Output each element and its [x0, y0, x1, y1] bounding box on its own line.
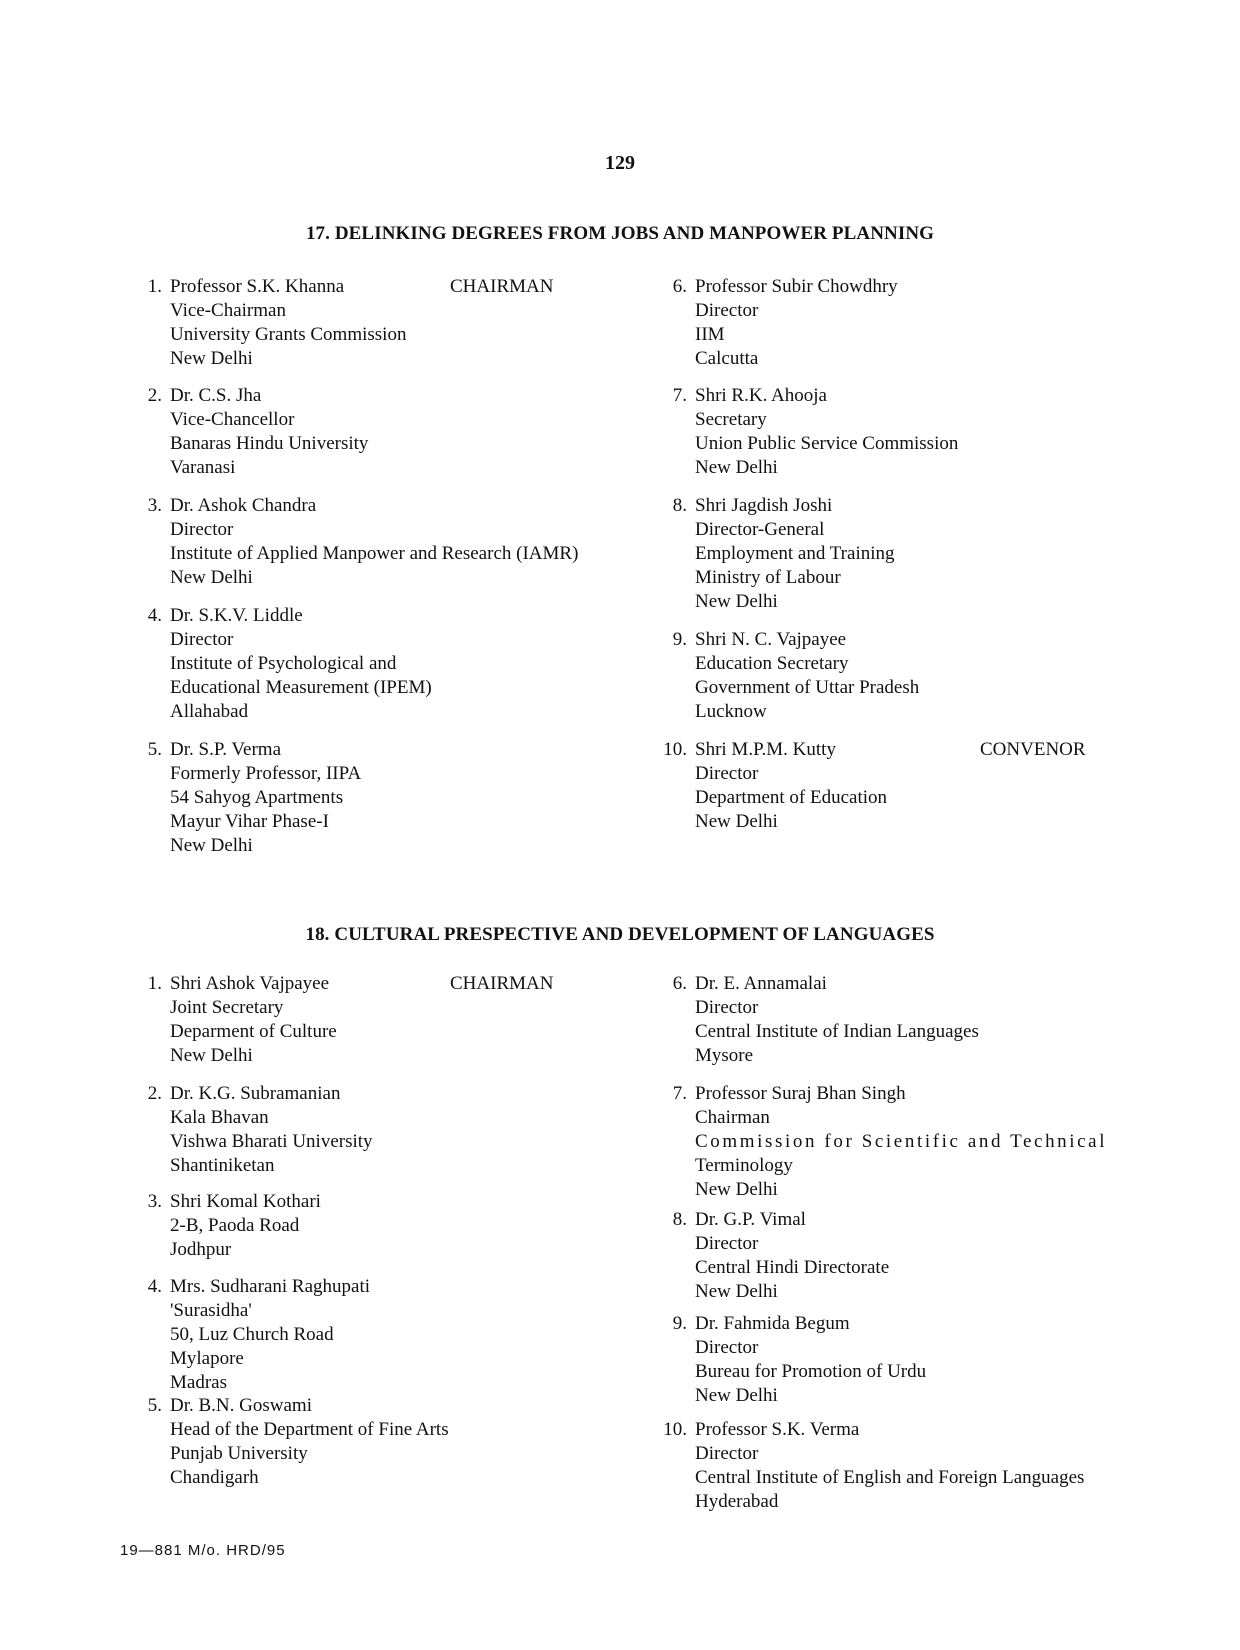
- member-detail-line: New Delhi: [170, 567, 253, 588]
- member-role: CHAIRMAN: [450, 276, 554, 297]
- member-detail-line: IIM: [695, 324, 725, 345]
- member-detail-line: Director: [695, 1443, 759, 1464]
- member-details: [695, 1082, 1175, 1202]
- member-detail-line: Educational Measurement (IPEM): [170, 677, 432, 698]
- member-detail-line: Ministry of Labour: [695, 567, 841, 588]
- member-name: Shri R.K. Ahooja: [695, 385, 827, 406]
- member-number: 4.: [147, 1276, 162, 1297]
- member-role: CONVENOR: [980, 739, 1086, 760]
- member-number: 8.: [672, 1209, 687, 1230]
- member-detail-line: Union Public Service Commission: [695, 433, 959, 454]
- member-number: 4.: [147, 605, 162, 626]
- member-detail-line: Director-General: [695, 519, 825, 540]
- member-detail-line: Director: [170, 519, 234, 540]
- member-details: [170, 1275, 650, 1395]
- member-details: [170, 384, 650, 480]
- member-detail-line: Director: [695, 1233, 759, 1254]
- member-name: Mrs. Sudharani Raghupati: [170, 1276, 371, 1297]
- member-name: Shri M.P.M. Kutty: [695, 739, 836, 760]
- member-detail-line: Chairman: [695, 1107, 770, 1128]
- member-details: [170, 604, 650, 724]
- member-number: 3.: [147, 495, 162, 516]
- member-details: [695, 738, 1175, 834]
- member-name: Dr. Fahmida Begum: [695, 1313, 850, 1334]
- member-detail-line: Lucknow: [695, 701, 767, 722]
- member-details: [695, 384, 1175, 480]
- member-number: 5.: [147, 1395, 162, 1416]
- member-name: Shri Jagdish Joshi: [695, 495, 833, 516]
- member-detail-line: New Delhi: [695, 1385, 778, 1406]
- member-number: 7.: [672, 1083, 687, 1104]
- member-number: 1.: [147, 973, 162, 994]
- member-detail-line: Allahabad: [170, 701, 249, 722]
- member-detail-line: Varanasi: [170, 457, 236, 478]
- member-detail-line: New Delhi: [695, 1179, 778, 1200]
- member-name: Professor S.K. Khanna: [170, 276, 345, 297]
- member-details: [695, 494, 1175, 614]
- member-detail-line: Government of Uttar Pradesh: [695, 677, 920, 698]
- member-details: [695, 275, 1175, 371]
- member-name: Dr. G.P. Vimal: [695, 1209, 806, 1230]
- member-number: 2.: [147, 1083, 162, 1104]
- member-detail-line: Calcutta: [695, 348, 759, 369]
- member-detail-line: New Delhi: [170, 1045, 253, 1066]
- member-role: CHAIRMAN: [450, 973, 554, 994]
- member-detail-line: University Grants Commission: [170, 324, 407, 345]
- member-detail-line: New Delhi: [695, 457, 778, 478]
- member-details: [695, 628, 1175, 724]
- member-number: 3.: [147, 1191, 162, 1212]
- member-number: 6.: [672, 973, 687, 994]
- member-number: 9.: [672, 1313, 687, 1334]
- member-number: 1.: [147, 276, 162, 297]
- member-details: [170, 1082, 650, 1178]
- member-detail-line: Director: [695, 1337, 759, 1358]
- member-name: Dr. K.G. Subramanian: [170, 1083, 341, 1104]
- member-name: Dr. S.K.V. Liddle: [170, 605, 303, 626]
- member-detail-line: Banaras Hindu University: [170, 433, 369, 454]
- member-number: 2.: [147, 385, 162, 406]
- member-detail-line: New Delhi: [695, 591, 778, 612]
- member-detail-line: Director: [695, 300, 759, 321]
- member-detail-line: Punjab University: [170, 1443, 308, 1464]
- member-detail-line: Institute of Psychological and: [170, 653, 397, 674]
- member-detail-line: Vice-Chancellor: [170, 409, 295, 430]
- section-17-title: 17. DELINKING DEGREES FROM JOBS AND MANPOWER PLANNING: [305, 223, 935, 244]
- member-details: [695, 1312, 1175, 1408]
- member-details: [695, 1418, 1175, 1514]
- member-name: Professor Suraj Bhan Singh: [695, 1083, 906, 1104]
- member-name: Professor S.K. Verma: [695, 1419, 860, 1440]
- member-details: [695, 972, 1175, 1068]
- member-name: Shri Ashok Vajpayee: [170, 973, 330, 994]
- member-detail-line: Director: [695, 997, 759, 1018]
- member-details: [695, 1208, 1175, 1304]
- member-detail-line: Employment and Training: [695, 543, 895, 564]
- member-detail-line: Kala Bhavan: [170, 1107, 269, 1128]
- member-detail-line: Hyderabad: [695, 1491, 779, 1512]
- member-detail-line: Chandigarh: [170, 1467, 259, 1488]
- member-detail-line: Commission for Scientific and Technical: [695, 1131, 1108, 1152]
- member-detail-line: Director: [170, 629, 234, 650]
- member-detail-line: Secretary: [695, 409, 767, 430]
- member-name: Dr. E. Annamalai: [695, 973, 827, 994]
- member-detail-line: 54 Sahyog Apartments: [170, 787, 344, 808]
- member-detail-line: Mysore: [695, 1045, 754, 1066]
- member-detail-line: Bureau for Promotion of Urdu: [695, 1361, 927, 1382]
- member-detail-line: Jodhpur: [170, 1239, 232, 1260]
- member-detail-line: Vice-Chairman: [170, 300, 286, 321]
- member-detail-line: Central Institute of English and Foreign Languages: [695, 1467, 1085, 1488]
- member-number: 9.: [672, 629, 687, 650]
- section-18-title: 18. CULTURAL PRESPECTIVE AND DEVELOPMENT OF LANGUAGES: [305, 924, 935, 945]
- member-detail-line: New Delhi: [695, 1281, 778, 1302]
- member-detail-line: Department of Education: [695, 787, 888, 808]
- member-detail-line: Mayur Vihar Phase-I: [170, 811, 329, 832]
- member-detail-line: Vishwa Bharati University: [170, 1131, 373, 1152]
- member-details: [170, 1190, 650, 1262]
- member-detail-line: 2-B, Paoda Road: [170, 1215, 300, 1236]
- member-detail-line: Central Hindi Directorate: [695, 1257, 890, 1278]
- page-number: 129: [605, 152, 635, 174]
- member-detail-line: Madras: [170, 1372, 227, 1393]
- member-name: Dr. S.P. Verma: [170, 739, 282, 760]
- member-name: Professor Subir Chowdhry: [695, 276, 898, 297]
- member-detail-line: Central Institute of Indian Languages: [695, 1021, 979, 1042]
- member-name: Dr. C.S. Jha: [170, 385, 262, 406]
- member-detail-line: Institute of Applied Manpower and Research (IAMR): [170, 543, 579, 564]
- member-number: 10.: [663, 739, 687, 760]
- member-detail-line: Terminology: [695, 1155, 793, 1176]
- member-number: 10.: [663, 1419, 687, 1440]
- member-detail-line: Joint Secretary: [170, 997, 284, 1018]
- member-name: Shri N. C. Vajpayee: [695, 629, 847, 650]
- member-detail-line: Director: [695, 763, 759, 784]
- member-name: Dr. Ashok Chandra: [170, 495, 317, 516]
- member-detail-line: New Delhi: [170, 348, 253, 369]
- member-detail-line: Deparment of Culture: [170, 1021, 337, 1042]
- member-detail-line: Shantiniketan: [170, 1155, 275, 1176]
- member-details: [170, 972, 650, 1068]
- member-name: Dr. B.N. Goswami: [170, 1395, 312, 1416]
- member-detail-line: Head of the Department of Fine Arts: [170, 1419, 449, 1440]
- member-detail-line: New Delhi: [695, 811, 778, 832]
- member-details: [170, 738, 650, 858]
- member-details: [170, 1394, 650, 1490]
- member-detail-line: New Delhi: [170, 835, 253, 856]
- member-number: 6.: [672, 276, 687, 297]
- member-detail-line: Mylapore: [170, 1348, 244, 1369]
- member-detail-line: Education Secretary: [695, 653, 849, 674]
- member-detail-line: 50, Luz Church Road: [170, 1324, 334, 1345]
- member-number: 7.: [672, 385, 687, 406]
- footer-print-code: 19—881 M/o. HRD/95: [120, 1542, 286, 1559]
- member-detail-line: Formerly Professor, IIPA: [170, 763, 362, 784]
- member-details: [170, 494, 650, 590]
- member-number: 8.: [672, 495, 687, 516]
- member-details: [170, 275, 650, 371]
- member-name: Shri Komal Kothari: [170, 1191, 321, 1212]
- member-detail-line: 'Surasidha': [170, 1300, 252, 1321]
- member-number: 5.: [147, 739, 162, 760]
